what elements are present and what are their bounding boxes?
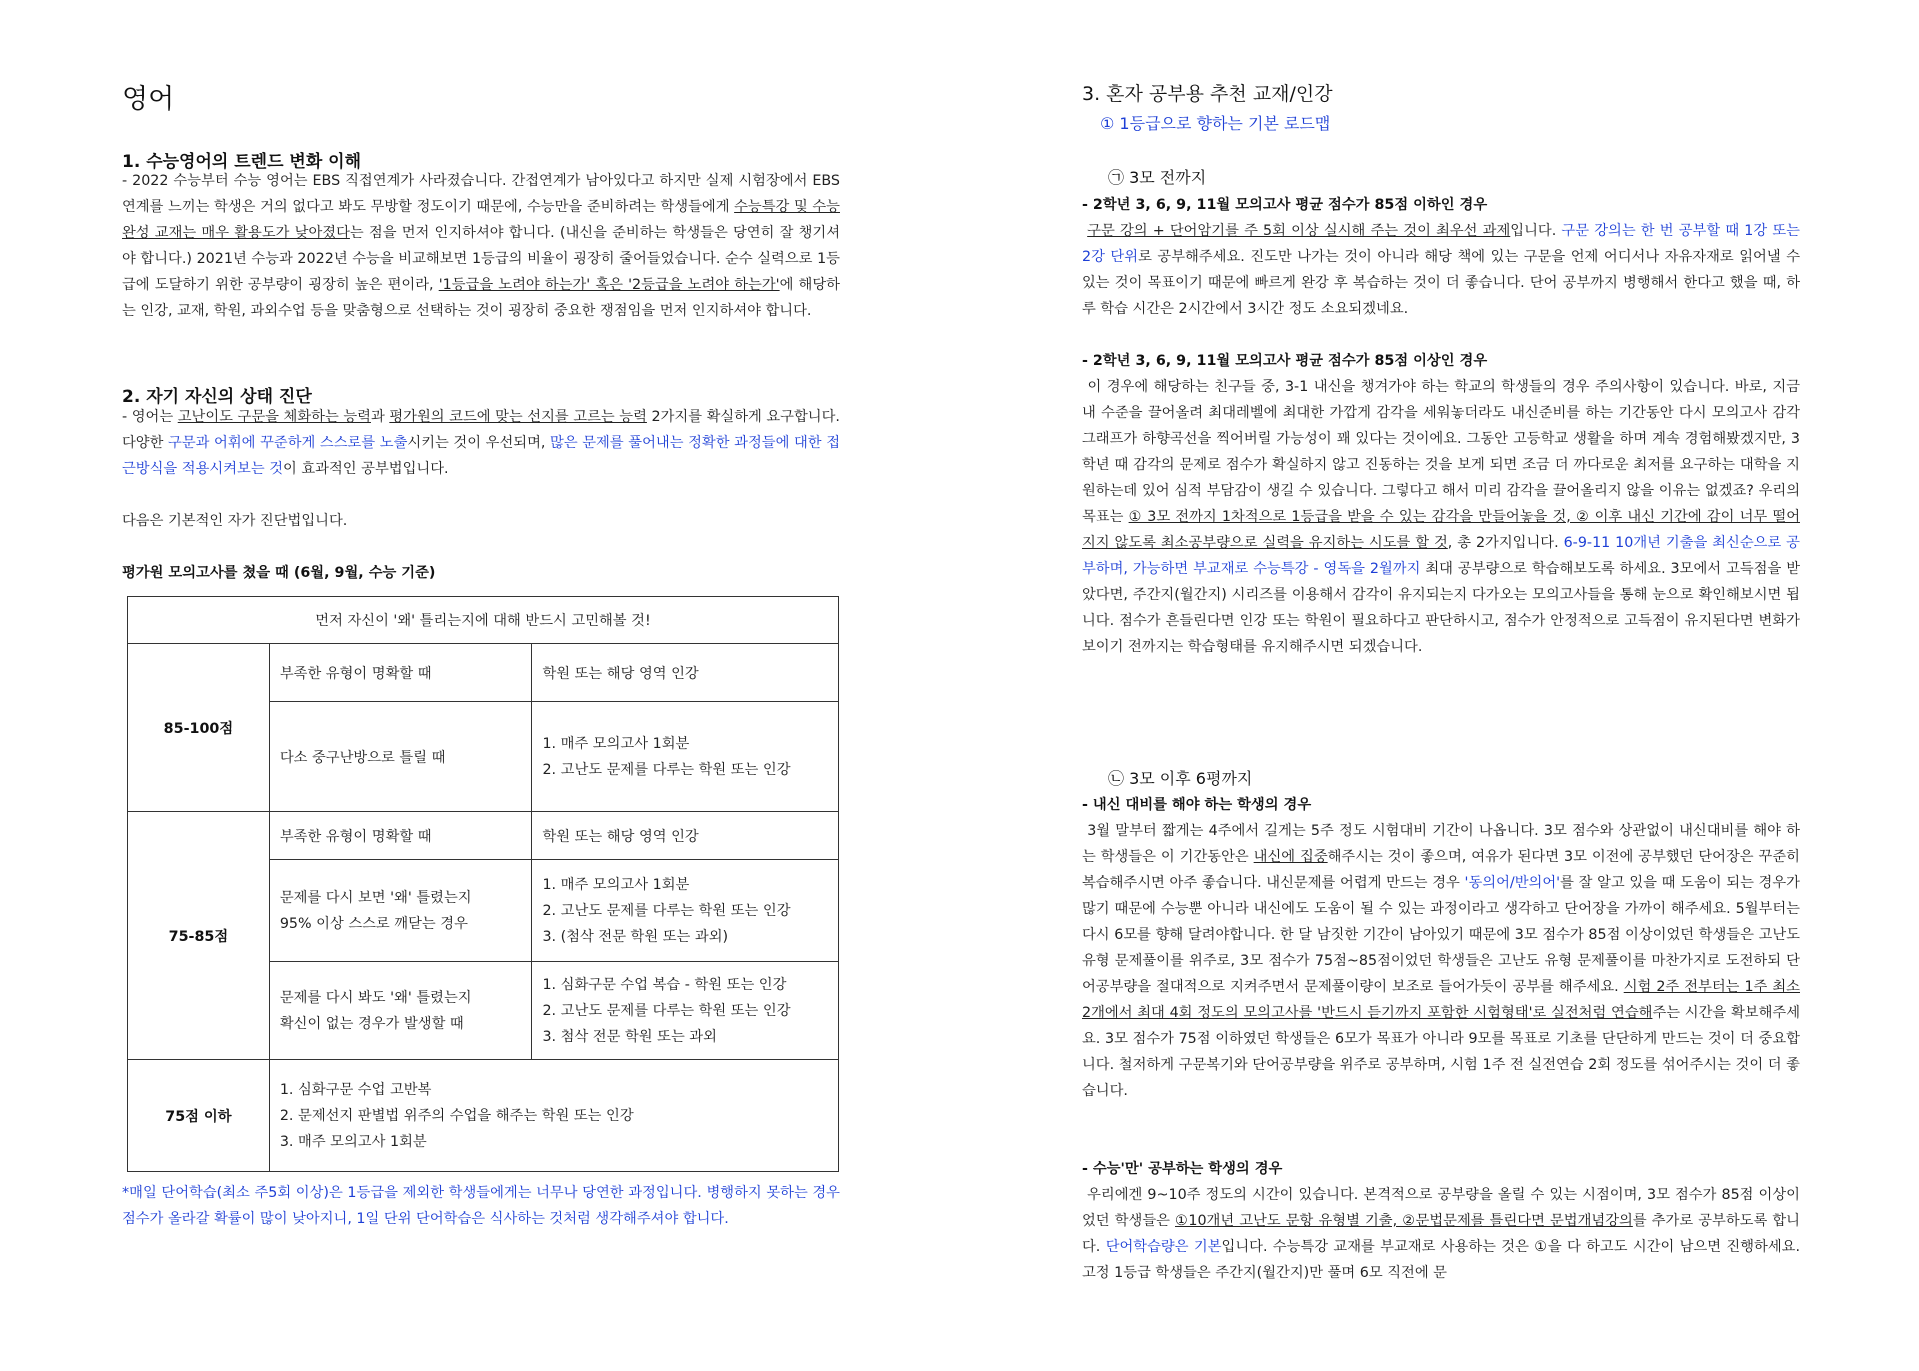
section-1-heading: 1. 수능영어의 트렌드 변화 이해 <box>122 152 362 172</box>
section-1-body <box>122 168 840 324</box>
list-item: 1. 매주 모의고사 1회분 <box>542 735 690 752</box>
underlined-text: 고난이도 구문을 체화하는 능력 <box>177 409 371 425</box>
list-item: 3. 매주 모의고사 1회분 <box>279 1133 427 1150</box>
list-item: 1. 심화구문 수업 복습 - 학원 또는 인강 <box>542 976 787 993</box>
text-run: 에 해당하는 인강, 교재, 학원, 과외수업 등을 맞춤형으로 선택하는 것이 굉장히 중요한 쟁점임을 먼저 인지하셔야 합니다. <box>122 277 840 319</box>
cell-line: 95% 이상 스스로 깨닫는 경우 <box>279 915 468 932</box>
text-run: 시키는 것이 우선되며, <box>407 435 551 451</box>
case-title: - 2학년 3, 6, 9, 11월 모의고사 평균 점수가 85점 이하인 경우 <box>1082 197 1488 213</box>
text-run: 주는 시간을 확보해주세요. 3모 점수가 75점 이하였던 학생들은 6모가 목표가 아니라 9모를 목표로 기초를 단단하게 만드는 것이 더 중요합니다. 철저하게 구문복기와 단어공부량을 위주로 공부하며, 시험 1주 전 실전연습 2회 정도를 섞어주시는 것이 더 좋습니다. <box>1082 1005 1801 1099</box>
section-2-body <box>122 404 840 482</box>
highlighted-text: '동의어/반의어' <box>1464 875 1561 891</box>
text-run: 입니다. 수능특강 교재를 부교재로 사용하는 것은 ①을 다 하고도 시간이 남으면 진행하세요. 고정 1등급 학생들은 주간지(월간지)만 풀며 6모 직전에 문 <box>1082 1239 1800 1281</box>
highlighted-text: 단어학습량은 기본 <box>1105 1239 1222 1255</box>
case-title: - 2학년 3, 6, 9, 11월 모의고사 평균 점수가 85점 이상인 경우 <box>1082 353 1488 369</box>
score-cell: 75-85점 <box>128 812 270 1060</box>
underlined-text: 구문 강의 + 단어암기를 주 5회 이상 실시해 주는 것이 최우선 과제 <box>1087 223 1511 239</box>
text-run: 를 잘 알고 있을 때 도움이 되는 경우가 많기 때문에 수능뿐 아니라 내신에도 도움이 될 수 있는 과정이라고 생각하고 단어장을 가까이 해주세요. 5월부터는 다시 6모를 향해 달려야합니다. 한 달 남짓한 기간이 남아있기 때문에 3모 점수가 85점 이상이었던 학생들은 고난도 유형 문제풀이를 위주로, 3모 점수가 75점~85점이었던 학생들은 고난도 유형 문제풀이를 마찬가지로 도전하되 단어공부량을 절대적으로 지켜주면서 문제풀이량이 보조로 들어가듯이 공부를 해주세요. <box>1082 875 1800 995</box>
table-header: 먼저 자신이 '왜' 틀리는지에 대해 반드시 고민해볼 것! <box>128 597 839 644</box>
case-body <box>1082 818 1800 1104</box>
text-run: 2가지를 확실하게 요구합니다. 다양한 <box>122 409 840 451</box>
solution-cell <box>532 962 839 1060</box>
phase-b-heading: ㉡ 3모 이후 6평까지 <box>1108 769 1253 788</box>
highlighted-text: 6-9-11 10개년 기출을 최신순으로 공부하며, 가능하면 부교재로 수능특강 - 영독을 2월까지 <box>1082 535 1800 577</box>
case-body <box>1082 218 1800 322</box>
underlined-text: 평가원의 코드에 맞는 선지를 고르는 능력 <box>389 409 647 425</box>
underlined-text: ① 3모 전까지 1차적으로 1등급을 받을 수 있는 감각을 만들어놓을 것, ② 이후 내신 기간에 감이 너무 떨어지지 않도록 최소공부량으로 실력을 유지하는 시도를 할 것 <box>1082 509 1800 551</box>
list-item: 1. 심화구문 수업 고반복 <box>279 1081 432 1098</box>
condition-cell <box>269 860 532 962</box>
page-title: 영어 <box>122 84 175 115</box>
text-run: 3월 말부터 짧게는 4주에서 길게는 5주 정도 시험대비 기간이 나옵니다. 3모 점수와 상관없이 내신대비를 해야 하는 학생들은 이 기간동안은 <box>1082 823 1800 865</box>
table-row <box>128 644 839 702</box>
vocab-note: *매일 단어학습(최소 주5회 이상)은 1등급을 제외한 학생들에게는 너무나 당연한 과정입니다. 병행하지 못하는 경우 점수가 올라갈 확률이 많이 낮아지니, 1일 단위 단어학습은 식사하는 것처럼 생각해주셔야 합니다. <box>122 1185 840 1227</box>
table-title: 평가원 모의고사를 쳤을 때 (6월, 9월, 수능 기준) <box>122 565 436 581</box>
diagnosis-table <box>127 596 839 1172</box>
text-run: 를 추가로 공부하도록 합니다. <box>1082 1213 1800 1255</box>
highlighted-text: 구문과 어휘에 꾸준하게 스스로를 노출 <box>168 435 408 451</box>
text-run: 최대 공부량으로 학습해보도록 하세요. 3모에서 고득점을 받았다면, 주간지(월간지) 시리즈를 이용해서 감각이 유지되는지 다가오는 모의고사들을 통해 눈으로 확인해보시면 됩니다. 점수가 흔들린다면 인강 또는 학원이 필요하다고 판단하시고, 점수가 안정적으로 고득점이 유지된다면 변화가 보이기 전까지는 학습형태를 유지해주시면 되겠습니다. <box>1082 561 1800 655</box>
case-body <box>1082 374 1800 660</box>
table-row <box>128 597 839 644</box>
condition-cell <box>269 962 532 1060</box>
text-run: - 2022 수능부터 수능 영어는 EBS 직접연계가 사라졌습니다. 간접연계가 남아있다고 하지만 실제 시험장에서 EBS 연계를 느끼는 학생은 거의 없다고 봐도 무방할 정도이기 때문에, 수능만을 준비하려는 학생들에게 <box>122 173 840 215</box>
underlined-text: 시험 2주 전부터는 1주 최소 2개에서 최대 4회 정도의 모의고사를 '반드시 듣기까지 포함한 시험형태'로 실전처럼 연습해 <box>1082 979 1800 1021</box>
underlined-text: 내신에 집중 <box>1253 849 1328 865</box>
section-3-heading: 3. 혼자 공부용 추천 교재/인강 <box>1082 83 1333 105</box>
table-row <box>128 1060 839 1172</box>
list-item: 1. 매주 모의고사 1회분 <box>542 876 690 893</box>
phase-a-heading: ㉠ 3모 전까지 <box>1108 168 1207 187</box>
case-body <box>1082 1182 1800 1286</box>
text-run: 입니다. <box>1510 223 1562 239</box>
diagnosis-intro: 다음은 기본적인 자가 진단법입니다. <box>122 513 348 529</box>
cell-line: 문제를 다시 봐도 '왜' 틀렸는지 <box>279 989 472 1006</box>
text-run: - 영어는 <box>122 409 178 425</box>
solution-cell <box>532 860 839 962</box>
text-run: 해주시는 것이 좋으며, 여유가 된다면 3모 이전에 공부했던 단어장은 꾸준히 복습해주시면 아주 좋습니다. 내신문제를 어렵게 만드는 경우 <box>1082 849 1800 891</box>
list-item: 3. 첨삭 전문 학원 또는 과외 <box>542 1028 717 1045</box>
condition-cell: 다소 중구난방으로 틀릴 때 <box>269 702 532 812</box>
case-title: - 내신 대비를 해야 하는 학생의 경우 <box>1082 797 1312 813</box>
text-run: 우리에겐 9~10주 정도의 시간이 있습니다. 본격적으로 공부량을 올릴 수 있는 시점이며, 3모 점수가 85점 이상이었던 학생들은 <box>1082 1187 1800 1229</box>
list-item: 2. 고난도 문제를 다루는 학원 또는 인강 <box>542 1002 791 1019</box>
underlined-text: 수능특강 및 수능완성 교재는 매우 활용도가 낮아졌다 <box>122 199 840 241</box>
score-cell: 85-100점 <box>128 644 270 812</box>
section-2-heading: 2. 자기 자신의 상태 진단 <box>122 387 312 407</box>
list-item: 2. 문제선지 판별법 위주의 수업을 해주는 학원 또는 인강 <box>279 1107 634 1124</box>
text-run: 는 점을 먼저 인지하셔야 합니다. (내신을 준비하는 학생들은 당연히 잘 챙기셔야 합니다.) 2021년 수능과 2022년 수능을 비교해보면 1등급의 비율이 굉장히 줄어들었습니다. 순수 실력으로 1등급에 도달하기 위한 공부량이 굉장히 높은 편이라, <box>122 225 841 293</box>
solution-cell <box>269 1060 838 1172</box>
list-item: 2. 고난도 문제를 다루는 학원 또는 인강 <box>542 902 791 919</box>
solution-cell: 학원 또는 해당 영역 인강 <box>532 812 839 860</box>
condition-cell: 부족한 유형이 명확할 때 <box>269 812 532 860</box>
score-cell: 75점 이하 <box>128 1060 270 1172</box>
cell-line: 문제를 다시 보면 '왜' 틀렸는지 <box>279 889 472 906</box>
text-run: 이 경우에 해당하는 친구들 중, 3-1 내신을 챙겨가야 하는 학교의 학생들의 경우 주의사항이 있습니다. 바로, 지금 내 수준을 끌어올려 최대레벨에 최대한 가깝게 감각을 세워놓더라도 내신준비를 하는 기간동안 다시 모의고사 감각 그래프가 하향곡선을 찍어버릴 가능성이 꽤 있다는 것이에요. 그동안 고등학교 생활을 하며 계속 경험해봤겠지만, 3학년 때 감각의 문제로 점수가 확실하지 않고 진동하는 것을 보게 되면 조금 더 까다로운 최저를 요구하는 대학을 지원하는데 있어 심적 부담감이 생길 수 있습니다. 그렇다고 해서 미리 감각을 끌어올리지 않을 이유는 없겠죠? 우리의 목표는 <box>1082 379 1801 525</box>
underlined-text: '1등급을 노려야 하는가' 혹은 '2등급을 노려야 하는가' <box>438 277 780 293</box>
roadmap-subtitle: ① 1등급으로 향하는 기본 로드맵 <box>1100 114 1331 133</box>
case-title: - 수능'만' 공부하는 학생의 경우 <box>1082 1161 1283 1177</box>
highlighted-text: 많은 문제를 풀어내는 정확한 과정들에 대한 접근방식을 적용시켜보는 것 <box>122 435 841 477</box>
highlighted-text: 구문 강의는 한 번 공부할 때 1강 또는 2강 단위 <box>1082 223 1800 265</box>
text-run: 과 <box>370 409 390 425</box>
text-run: 로 공부해주세요. 진도만 나가는 것이 아니라 해당 책에 있는 구문을 언제 어디서나 자유자재로 읽어낼 수 있는 것이 목표이기 때문에 빠르게 완강 후 복습하는 것이 더 좋습니다. 단어 공부까지 병행해서 한다고 했을 때, 하루 학습 시간은 2시간에서 3시간 정도 소요되겠네요. <box>1082 249 1801 317</box>
solution-cell: 학원 또는 해당 영역 인강 <box>532 644 839 702</box>
text-run: 이 효과적인 공부법입니다. <box>283 461 449 477</box>
condition-cell: 부족한 유형이 명확할 때 <box>269 644 532 702</box>
list-item: 3. (첨삭 전문 학원 또는 과외) <box>542 928 729 945</box>
text-run: , 총 2가지입니다. <box>1447 535 1564 551</box>
cell-line: 확신이 없는 경우가 발생할 때 <box>279 1015 464 1032</box>
solution-cell <box>532 702 839 812</box>
list-item: 2. 고난도 문제를 다루는 학원 또는 인강 <box>542 761 791 778</box>
table-row <box>128 812 839 860</box>
underlined-text: ①10개년 고난도 문항 유형별 기출, ②문법문제를 틀린다면 문법개념강의 <box>1175 1213 1633 1229</box>
